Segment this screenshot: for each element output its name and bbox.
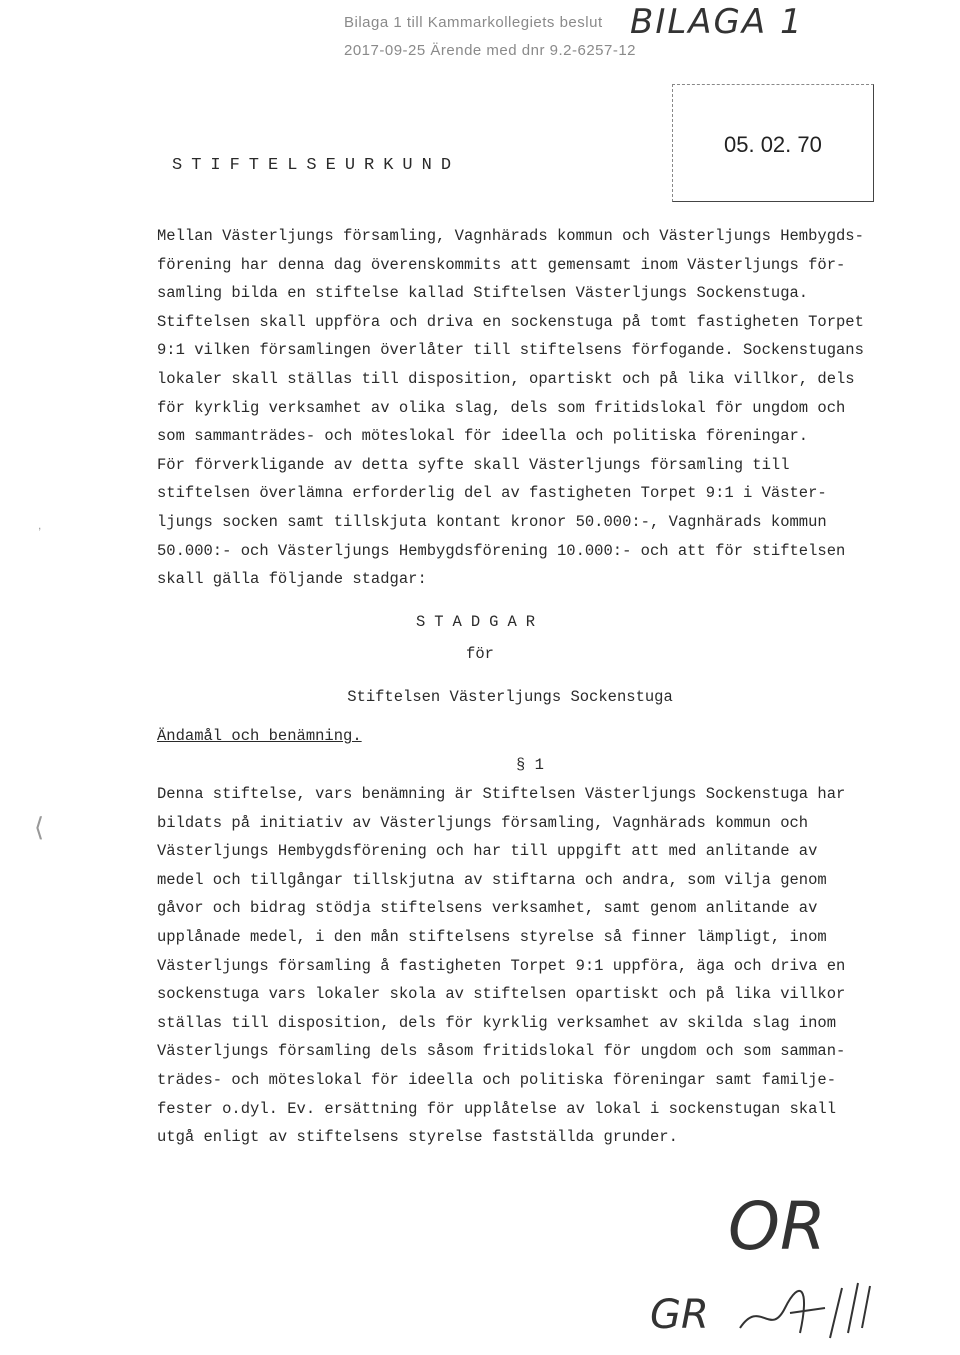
section-1-line: bildats på initiativ av Västerljungs församling, Vagnhärads kommun och xyxy=(157,813,809,832)
section-1-line: Västerljungs Hembygdsförening och har till uppgift att med anlitande av xyxy=(157,842,818,861)
section-1-line: Västerljungs församling å fastigheten Torpet 9:1 uppföra, äga och driva en xyxy=(157,956,846,975)
intro-line: ljungs socken samt tillskjuta kontant kronor 50.000:-, Vagnhärads kommun xyxy=(157,513,827,531)
stadgar-heading: STADGAR xyxy=(415,613,545,631)
intro-line: samling bilda en stiftelse kallad Stiftelsen Västerljungs Sockenstuga. xyxy=(157,284,809,303)
intro-line: förening har denna dag överenskommits att gemensamt inom Västerljungs för- xyxy=(157,255,846,274)
handwritten-attachment-label: BILAGA 1 xyxy=(630,2,804,42)
handwritten-initials-bottom: GR xyxy=(650,1292,709,1338)
section-1-line: ställas till disposition, dels för kyrklig verksamhet av skilda slag inom xyxy=(157,1013,837,1032)
section-1-line: utgå enligt av stiftelsens styrelse fastställda grunder. xyxy=(157,1128,678,1147)
intro-line: stiftelsen överlämna erforderlig del av fastigheten Torpet 9:1 i Väster- xyxy=(157,484,827,503)
handwritten-initials-top: OR xyxy=(728,1188,826,1265)
handwritten-signature-scribble xyxy=(730,1278,880,1348)
section-1-line: medel och tillgångar tillskjutna av stiftarna och andra, som vilja genom xyxy=(157,870,827,889)
section-1-line: gåvor och bidrag stödja stiftelsens verksamhet, samt genom anlitande av xyxy=(157,899,818,918)
section-1-line: upplånade medel, i den mån stiftelsens styrelse så finner lämpligt, inom xyxy=(157,928,827,946)
intro-line: Stiftelsen skall uppföra och driva en sockenstuga på tomt fastigheten Torpet xyxy=(157,312,864,331)
paragraph-number: § 1 xyxy=(516,756,544,774)
section-heading: Ändamål och benämning. xyxy=(157,727,362,745)
intro-line: 9:1 vilken församlingen överlåter till stiftelsens förfogande. Sockenstugans xyxy=(157,341,864,360)
attachment-stamp-line-2: 2017-09-25 Ärende med dnr 9.2-6257-12 xyxy=(344,42,637,59)
stadgar-for: för xyxy=(466,645,494,663)
margin-bracket-mark: ⟨ xyxy=(34,812,45,842)
section-1-line: trädes- och möteslokal för ideella och politiska föreningar samt familje- xyxy=(157,1071,837,1089)
stadgar-foundation-name: Stiftelsen Västerljungs Sockenstuga xyxy=(347,688,673,706)
section-1-line: Denna stiftelse, vars benämning är Stiftelsen Västerljungs Sockenstuga har xyxy=(157,785,846,803)
intro-line: Mellan Västerljungs församling, Vagnhärads kommun och Västerljungs Hembygds- xyxy=(157,227,864,245)
intro-line: lokaler skall ställas till disposition, opartiskt och på lika villkor, dels xyxy=(157,370,855,388)
received-date: 05. 02. 70 xyxy=(724,132,822,157)
margin-mark: , xyxy=(38,518,42,532)
intro-line: 50.000:- och Västerljungs Hembygdsförening 10.000:- och att för stiftelsen xyxy=(157,541,846,560)
section-1-line: Västerljungs församling dels såsom fritidslokal för ungdom och som samman- xyxy=(157,1042,846,1061)
document-title: STIFTELSEURKUND xyxy=(172,156,461,175)
attachment-stamp-line-1: Bilaga 1 till Kammarkollegiets beslut xyxy=(344,14,603,31)
intro-line: skall gälla följande stadgar: xyxy=(157,570,427,589)
section-1-line: fester o.dyl. Ev. ersättning för upplåtelse av lokal i sockenstugan skall xyxy=(157,1099,837,1118)
intro-line: För förverkligande av detta syfte skall Västerljungs församling till xyxy=(157,455,790,474)
intro-line: för kyrklig verksamhet av olika slag, dels som fritidslokal för ungdom och xyxy=(157,398,846,417)
intro-line: som sammanträdes- och möteslokal för ideella och politiska föreningar. xyxy=(157,427,809,446)
section-1-line: sockenstuga vars lokaler skola av stiftelsen opartiskt och på lika villkor xyxy=(157,985,846,1004)
